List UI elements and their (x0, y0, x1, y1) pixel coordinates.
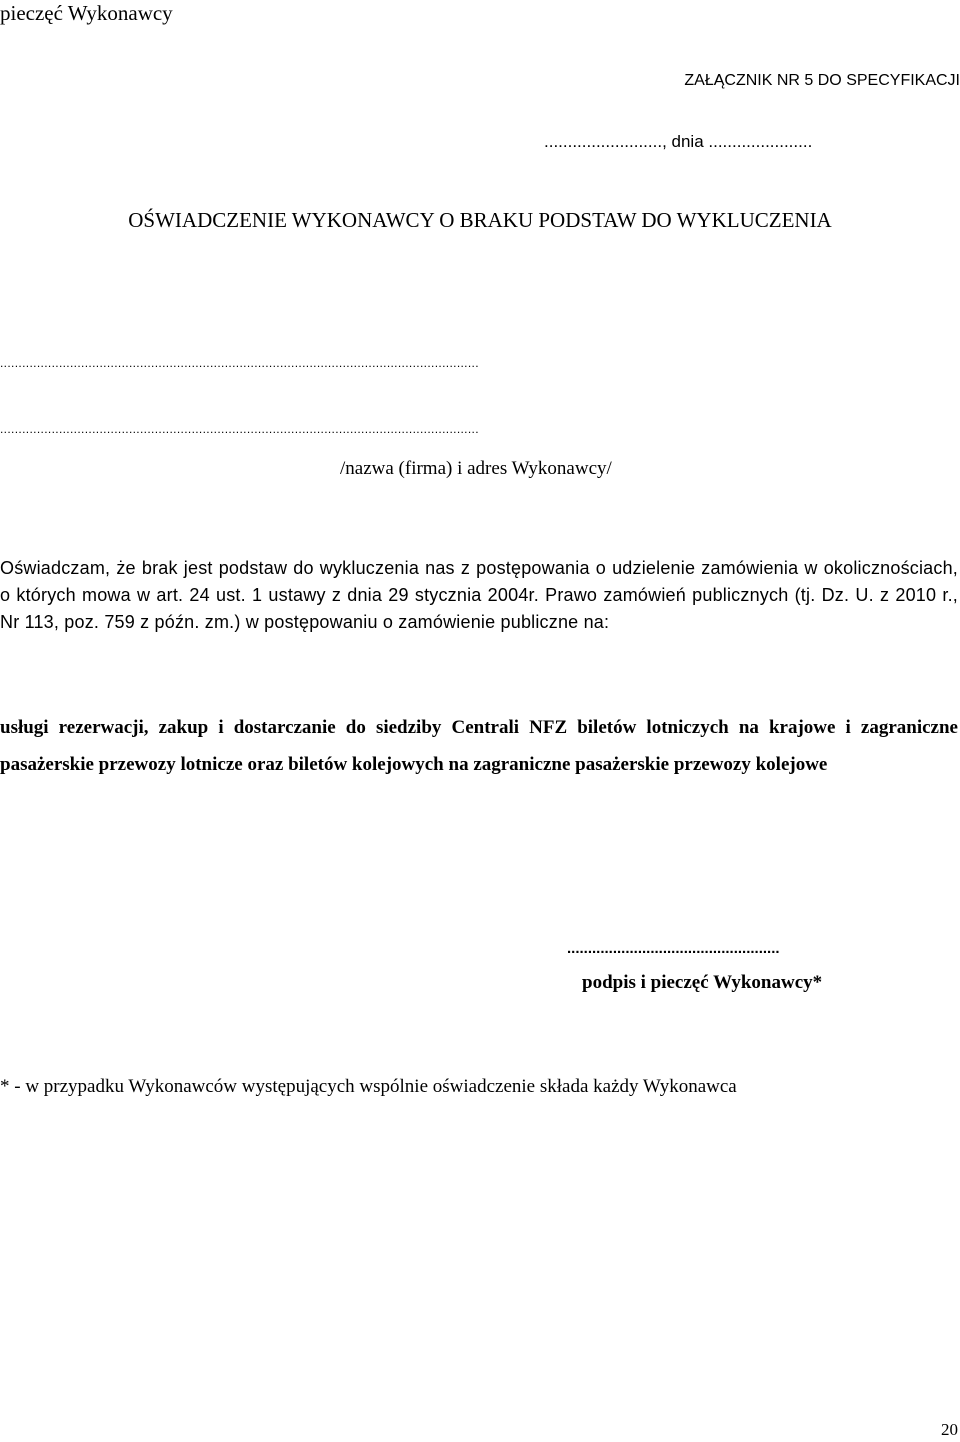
procurement-subject: usługi rezerwacji, zakup i dostarczanie do siedziby Centrali NFZ biletów lotniczych na krajowe i zagraniczne pasażerskie przewozy lotnicze oraz biletów kolejowych na zagraniczne pasażerskie przewozy kolejowe (0, 717, 958, 775)
footnote: * - w przypadku Wykonawców występujących wspólnie oświadczenie składa każdy Wykonawca (0, 1076, 737, 1097)
annex-label: ZAŁĄCZNIK NR 5 DO SPECYFIKACJI (684, 72, 960, 89)
signature-caption: podpis i pieczęć Wykonawcy* (582, 972, 823, 993)
contractor-name-line: .................................................................................................................................. (0, 356, 479, 370)
page-number: 20 (941, 1420, 958, 1439)
statement-paragraph: Oświadczam, że brak jest podstaw do wykluczenia nas z postępowania o udzielenie zamówienia w okolicznościach, o których mowa w art. 24 ust. 1 ustawy z dnia 29 stycznia 2004r. Prawo zamówień publicznych (tj. Dz. U. z 2010 r., Nr 113, poz. 759 z późn. zm.) w postępowaniu o zamówienie publiczne na: (0, 558, 958, 632)
signature-line: ................................................... (567, 940, 780, 957)
contractor-caption: /nazwa (firma) i adres Wykonawcy/ (340, 458, 612, 479)
contractor-stamp-label: pieczęć Wykonawcy (0, 1, 173, 25)
document-title: OŚWIADCZENIE WYKONAWCY O BRAKU PODSTAW DO WYKLUCZENIA (128, 208, 832, 232)
contractor-address-line: .................................................................................................................................. (0, 422, 479, 436)
place-date-line: ........................., dnia ...................... (544, 132, 813, 151)
